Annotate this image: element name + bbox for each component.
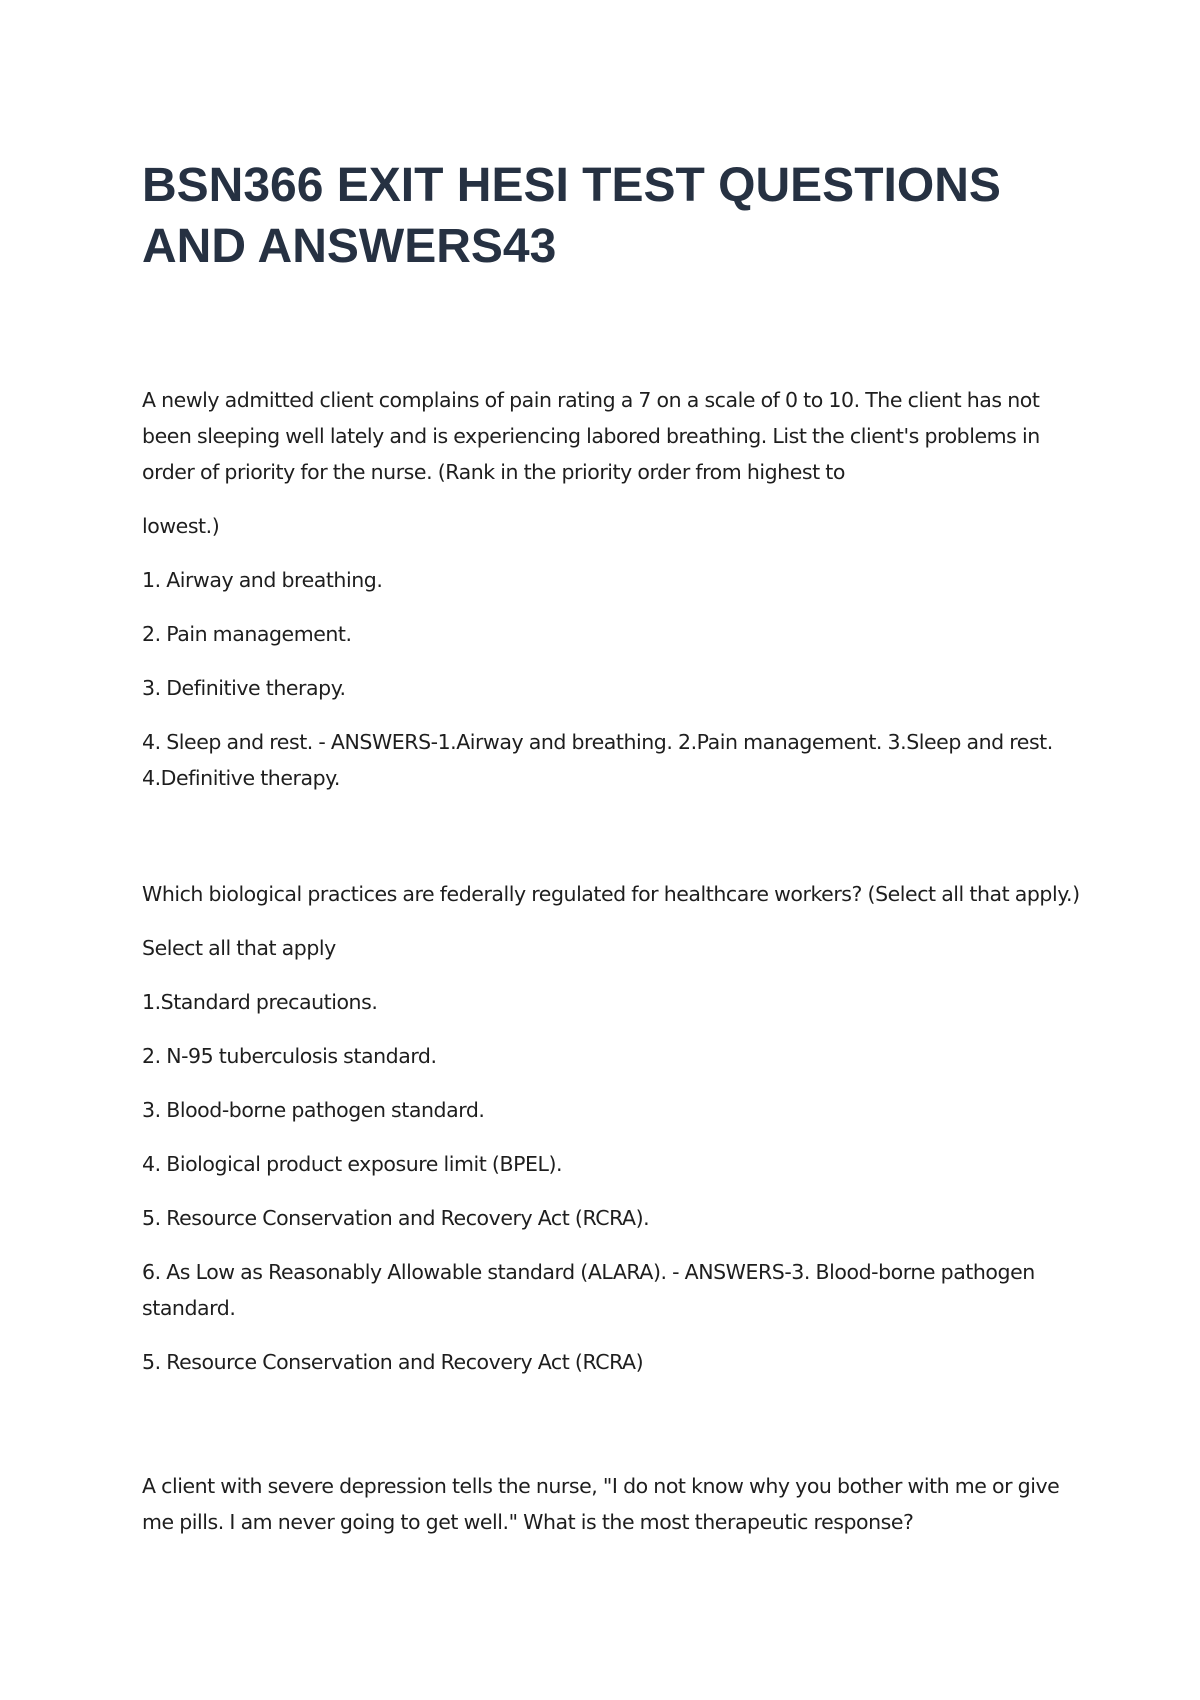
question-2-option-5: 5. Resource Conservation and Recovery Act (RCRA). xyxy=(142,1206,650,1230)
question-2-option-2: 2. N-95 tuberculosis standard. xyxy=(142,1044,437,1068)
question-block-1 xyxy=(142,382,1087,796)
block-spacer xyxy=(142,1398,1087,1468)
question-2-answer-continued: 5. Resource Conservation and Recovery Act (RCRA) xyxy=(142,1350,644,1374)
question-1-option-3: 3. Definitive therapy. xyxy=(142,676,346,700)
question-2-option-6-answer: 6. As Low as Reasonably Allowable standard (ALARA). - ANSWERS-3. Blood-borne pathogen standard. xyxy=(142,1260,1035,1320)
question-2-option-3: 3. Blood-borne pathogen standard. xyxy=(142,1098,485,1122)
question-1-option-1: 1. Airway and breathing. xyxy=(142,568,383,592)
question-2-instruction: Select all that apply xyxy=(142,936,336,960)
question-1-option-4-answer: 4. Sleep and rest. - ANSWERS-1.Airway and breathing. 2.Pain management. 3.Sleep and rest. 4.Definitive therapy. xyxy=(142,730,1053,790)
question-2-option-1: 1.Standard precautions. xyxy=(142,990,378,1014)
question-3-stem: A client with severe depression tells the nurse, "I do not know why you bother with me or give me pills. I am never going to get well." What is the most therapeutic response? xyxy=(142,1474,1060,1534)
block-spacer xyxy=(142,814,1087,876)
question-1-stem-continued: lowest.) xyxy=(142,514,220,538)
question-1-option-2: 2. Pain management. xyxy=(142,622,352,646)
question-2-stem: Which biological practices are federally regulated for healthcare workers? (Select all that apply.) xyxy=(142,882,1080,906)
question-block-2 xyxy=(142,876,1087,1380)
question-2-option-4: 4. Biological product exposure limit (BPEL). xyxy=(142,1152,563,1176)
question-1-stem: A newly admitted client complains of pain rating a 7 on a scale of 0 to 10. The client has not been sleeping well lately and is experiencing labored breathing. List the client's problems in order of priority for the nurse. (Rank in the priority order from highest to xyxy=(142,388,1040,484)
document-body xyxy=(142,382,1087,1558)
question-block-3 xyxy=(142,1468,1087,1540)
document-title: BSN366 EXIT HESI TEST QUESTIONS AND ANSWERS43 xyxy=(142,159,1001,273)
